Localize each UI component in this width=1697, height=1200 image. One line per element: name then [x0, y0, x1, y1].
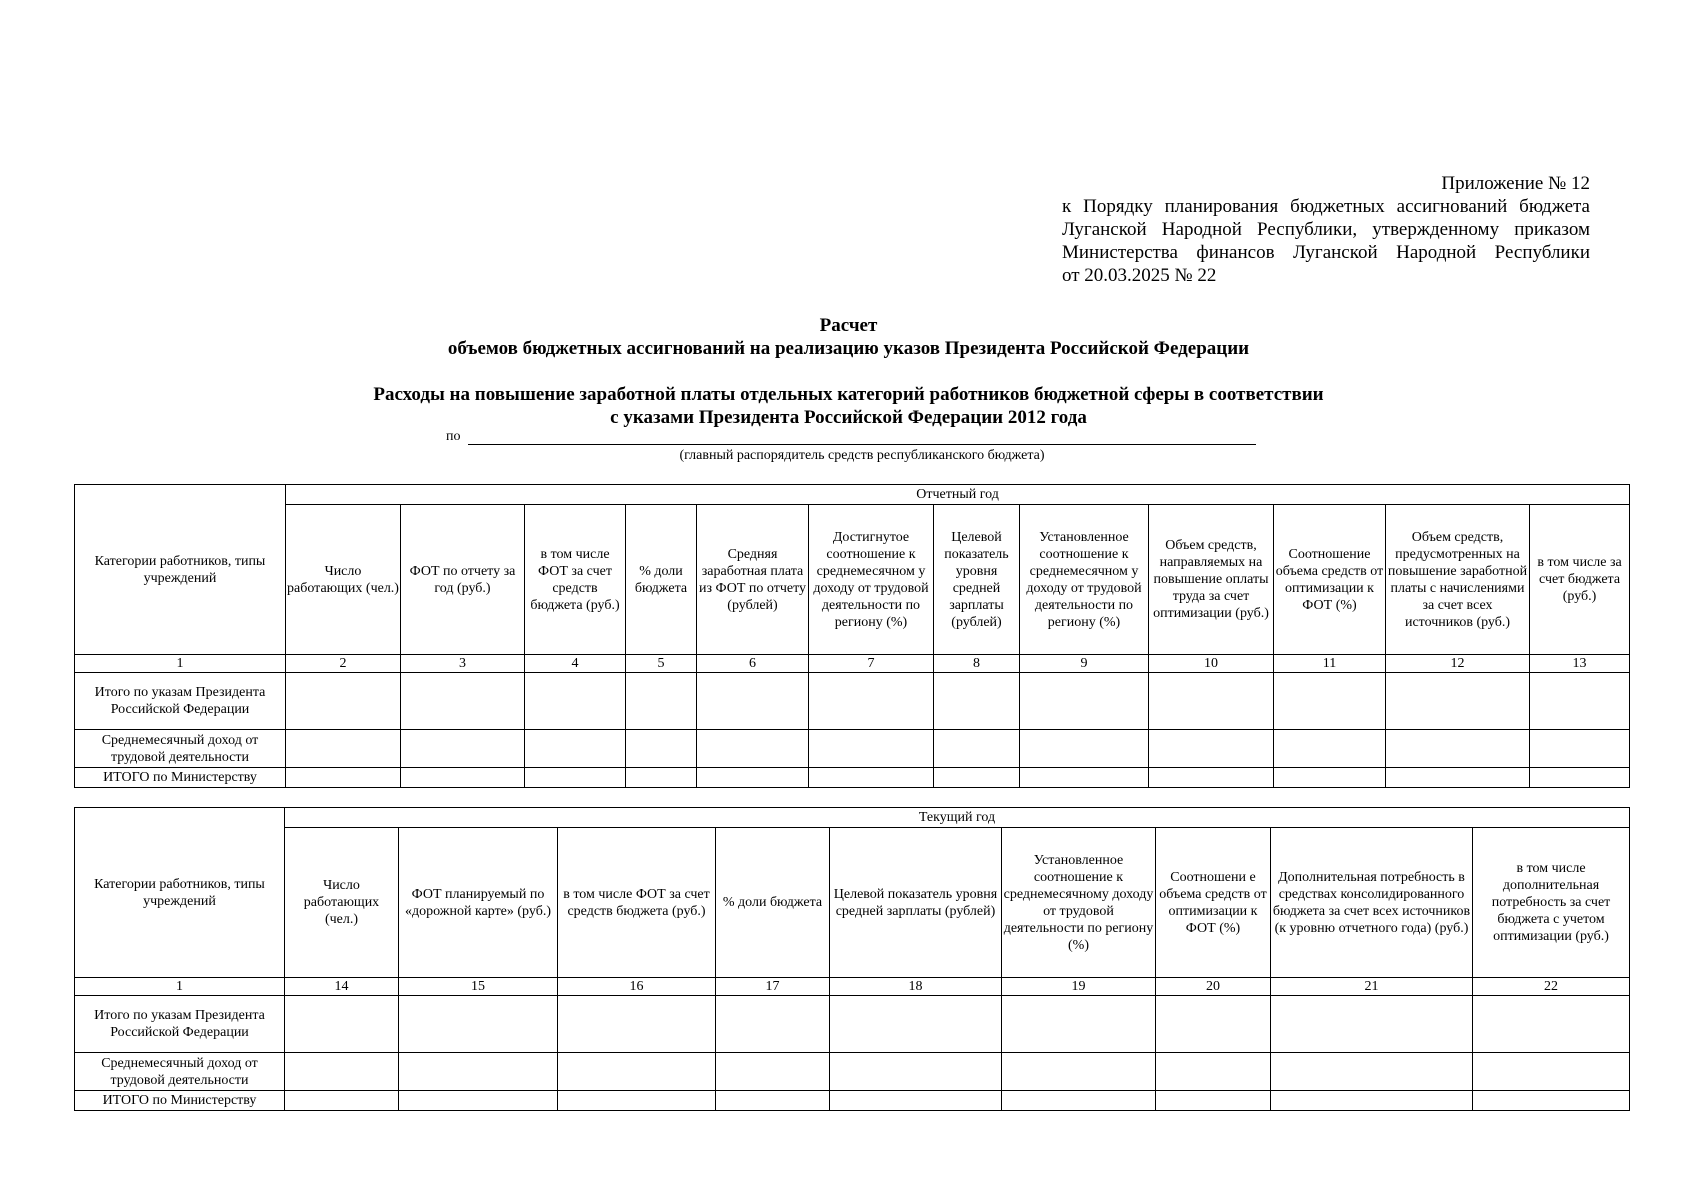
t1-cell[interactable]	[1020, 768, 1149, 788]
t1-col-6-header: Средняя заработная плата из ФОТ по отчету (рублей)	[697, 505, 809, 655]
t1-cell[interactable]	[401, 673, 525, 730]
t1-num-10: 10	[1149, 655, 1274, 673]
t2-cell[interactable]	[399, 1091, 558, 1111]
t2-cell[interactable]	[285, 1053, 399, 1091]
t1-num-12: 12	[1386, 655, 1530, 673]
t1-num-5: 5	[626, 655, 697, 673]
t1-cell[interactable]	[1149, 730, 1274, 768]
t1-row-label: Среднемесячный доход от трудовой деятельности	[75, 730, 286, 768]
title-line-1: Расчет	[819, 315, 878, 336]
t2-cell[interactable]	[1156, 996, 1271, 1053]
t1-col-7-header: Достигнутое соотношение к среднемесячном у доходу от трудовой деятельности по региону (%)	[809, 505, 934, 655]
t2-num-21: 21	[1271, 978, 1473, 996]
t1-row-label: Итого по указам Президента Российской Федерации	[75, 673, 286, 730]
t2-cell[interactable]	[716, 1091, 830, 1111]
t1-col-2-header: Число работающих (чел.)	[286, 505, 401, 655]
t2-col-14-header: Число работающих (чел.)	[285, 828, 399, 978]
t2-cell[interactable]	[830, 1053, 1002, 1091]
t1-num-7: 7	[809, 655, 934, 673]
t2-num-20: 20	[1156, 978, 1271, 996]
t1-cell[interactable]	[1386, 730, 1530, 768]
t2-cell[interactable]	[285, 1091, 399, 1111]
table-row	[75, 1053, 1630, 1091]
subtitle-line-2: с указами Президента Российской Федерации 2012 года	[610, 407, 1087, 428]
t1-cell[interactable]	[1149, 673, 1274, 730]
t1-cell[interactable]	[809, 730, 934, 768]
t1-cell[interactable]	[1530, 730, 1630, 768]
t2-row-label: Среднемесячный доход от трудовой деятельности	[75, 1053, 285, 1091]
t2-col-18-header: Целевой показатель уровня средней зарплаты (рублей)	[830, 828, 1002, 978]
po-caption: (главный распорядитель средств республиканского бюджета)	[679, 448, 1045, 463]
t1-col-5-header: % доли бюджета	[626, 505, 697, 655]
t2-cell[interactable]	[1002, 996, 1156, 1053]
t2-num-16: 16	[558, 978, 716, 996]
t1-cell[interactable]	[525, 730, 626, 768]
t1-cell[interactable]	[525, 673, 626, 730]
document-title	[0, 314, 1697, 360]
t2-num-17: 17	[716, 978, 830, 996]
t1-group-header: Отчетный год	[286, 485, 1630, 505]
t1-cell[interactable]	[286, 673, 401, 730]
t2-num-15: 15	[399, 978, 558, 996]
t1-cell[interactable]	[1386, 768, 1530, 788]
t1-cell[interactable]	[809, 673, 934, 730]
t2-cell[interactable]	[716, 1053, 830, 1091]
t2-group-header: Текущий год	[285, 808, 1630, 828]
t1-cell[interactable]	[525, 768, 626, 788]
current-year-table	[74, 807, 1630, 1111]
po-label: по	[446, 429, 461, 444]
t1-cell[interactable]	[401, 730, 525, 768]
t1-num-2: 2	[286, 655, 401, 673]
t2-cell[interactable]	[1473, 996, 1630, 1053]
t2-num-19: 19	[1002, 978, 1156, 996]
t1-col-12-header: Объем средств, предусмотренных на повышение заработной платы с начислениями за счет всех источников (руб.)	[1386, 505, 1530, 655]
t2-cell[interactable]	[558, 1091, 716, 1111]
t2-cell[interactable]	[1002, 1091, 1156, 1111]
t1-cell[interactable]	[1274, 730, 1386, 768]
table-row	[75, 1091, 1630, 1111]
t2-cell[interactable]	[399, 996, 558, 1053]
table-row	[75, 996, 1630, 1053]
t2-col-19-header: Установленное соотношение к среднемесячному доходу от трудовой деятельности по региону (%)	[1002, 828, 1156, 978]
t1-col-13-header: в том числе за счет бюджета (руб.)	[1530, 505, 1630, 655]
t1-cell[interactable]	[1020, 673, 1149, 730]
appendix-number: Приложение № 12	[1441, 173, 1590, 194]
t2-cell[interactable]	[1271, 1053, 1473, 1091]
t2-cell[interactable]	[1156, 1091, 1271, 1111]
t2-cell[interactable]	[1473, 1091, 1630, 1111]
appendix-line-3: Министерства финансов Луганской Народной Республики	[1062, 242, 1590, 263]
t1-cell[interactable]	[809, 768, 934, 788]
appendix-date: от 20.03.2025 № 22	[1062, 265, 1217, 286]
t2-cell[interactable]	[830, 1091, 1002, 1111]
t2-col-15-header: ФОТ планируемый по «дорожной карте» (руб.)	[399, 828, 558, 978]
t1-cell[interactable]	[626, 768, 697, 788]
t1-num-1: 1	[75, 655, 286, 673]
t1-col-9-header: Установленное соотношение к среднемесячном у доходу от трудовой деятельности по региону (%)	[1020, 505, 1149, 655]
table-row	[75, 673, 1630, 730]
title-line-2: объемов бюджетных ассигнований на реализацию указов Президента Российской Федерации	[447, 338, 1250, 359]
t1-num-9: 9	[1020, 655, 1149, 673]
table-row	[75, 768, 1630, 788]
t1-cell[interactable]	[934, 730, 1020, 768]
document-subtitle	[0, 383, 1697, 429]
t2-cell[interactable]	[1473, 1053, 1630, 1091]
t1-cell[interactable]	[1020, 730, 1149, 768]
t2-cell[interactable]	[716, 996, 830, 1053]
t1-cell[interactable]	[697, 768, 809, 788]
t2-cell[interactable]	[1271, 1091, 1473, 1111]
t2-cell[interactable]	[558, 1053, 716, 1091]
t1-cell[interactable]	[1274, 673, 1386, 730]
po-blank-field[interactable]	[468, 444, 1256, 445]
t2-cell[interactable]	[1002, 1053, 1156, 1091]
t2-cell[interactable]	[399, 1053, 558, 1091]
t2-col-21-header: Дополнительная потребность в средствах консолидированного бюджета за счет всех источников (к уровню отчетного года) (руб.)	[1271, 828, 1473, 978]
t2-col-16-header: в том числе ФОТ за счет средств бюджета (руб.)	[558, 828, 716, 978]
t1-num-13: 13	[1530, 655, 1630, 673]
t1-col-10-header: Объем средств, направляемых на повышение оплаты труда за счет оптимизации (руб.)	[1149, 505, 1274, 655]
t2-num-1: 1	[75, 978, 285, 996]
t2-row-label: ИТОГО по Министерству	[75, 1091, 285, 1111]
t1-cell[interactable]	[286, 730, 401, 768]
t2-row-label: Итого по указам Президента Российской Федерации	[75, 996, 285, 1053]
t1-num-8: 8	[934, 655, 1020, 673]
t1-cell[interactable]	[626, 730, 697, 768]
reporting-year-table	[74, 484, 1630, 788]
t2-cell[interactable]	[285, 996, 399, 1053]
t1-num-3: 3	[401, 655, 525, 673]
t1-row-label: ИТОГО по Министерству	[75, 768, 286, 788]
t1-num-6: 6	[697, 655, 809, 673]
t2-cell[interactable]	[830, 996, 1002, 1053]
t1-cell[interactable]	[934, 673, 1020, 730]
t2-num-18: 18	[830, 978, 1002, 996]
t1-col-11-header: Соотношение объема средств от оптимизации к ФОТ (%)	[1274, 505, 1386, 655]
t2-num-14: 14	[285, 978, 399, 996]
t1-num-4: 4	[525, 655, 626, 673]
t1-cell[interactable]	[1530, 673, 1630, 730]
t1-cell[interactable]	[934, 768, 1020, 788]
t2-cell[interactable]	[558, 996, 716, 1053]
t1-cell[interactable]	[697, 673, 809, 730]
t2-cell[interactable]	[1156, 1053, 1271, 1091]
table-row	[75, 730, 1630, 768]
t2-category-header: Категории работников, типы учреждений	[75, 808, 285, 978]
t1-cell[interactable]	[1386, 673, 1530, 730]
appendix-line-1: к Порядку планирования бюджетных ассигнований бюджета	[1062, 196, 1590, 217]
t1-cell[interactable]	[401, 768, 525, 788]
t1-cell[interactable]	[286, 768, 401, 788]
t1-cell[interactable]	[1530, 768, 1630, 788]
subtitle-line-1: Расходы на повышение заработной платы отдельных категорий работников бюджетной сферы в соответствии	[373, 384, 1324, 405]
t2-col-22-header: в том числе дополнительная потребность за счет бюджета с учетом оптимизации (руб.)	[1473, 828, 1630, 978]
appendix-block	[1062, 172, 1590, 287]
t1-col-3-header: ФОТ по отчету за год (руб.)	[401, 505, 525, 655]
t2-col-20-header: Соотношени е объема средств от оптимизации к ФОТ (%)	[1156, 828, 1271, 978]
t2-col-17-header: % доли бюджета	[716, 828, 830, 978]
appendix-line-2: Луганской Народной Республики, утвержденному приказом	[1062, 219, 1590, 240]
t1-col-8-header: Целевой показатель уровня средней зарплаты (рублей)	[934, 505, 1020, 655]
t1-cell[interactable]	[1149, 768, 1274, 788]
t1-cell[interactable]	[1274, 768, 1386, 788]
t1-category-header: Категории работников, типы учреждений	[75, 485, 286, 655]
t1-num-11: 11	[1274, 655, 1386, 673]
t1-cell[interactable]	[697, 730, 809, 768]
t2-cell[interactable]	[1271, 996, 1473, 1053]
t2-num-22: 22	[1473, 978, 1630, 996]
t1-cell[interactable]	[626, 673, 697, 730]
t1-col-4-header: в том числе ФОТ за счет средств бюджета (руб.)	[525, 505, 626, 655]
